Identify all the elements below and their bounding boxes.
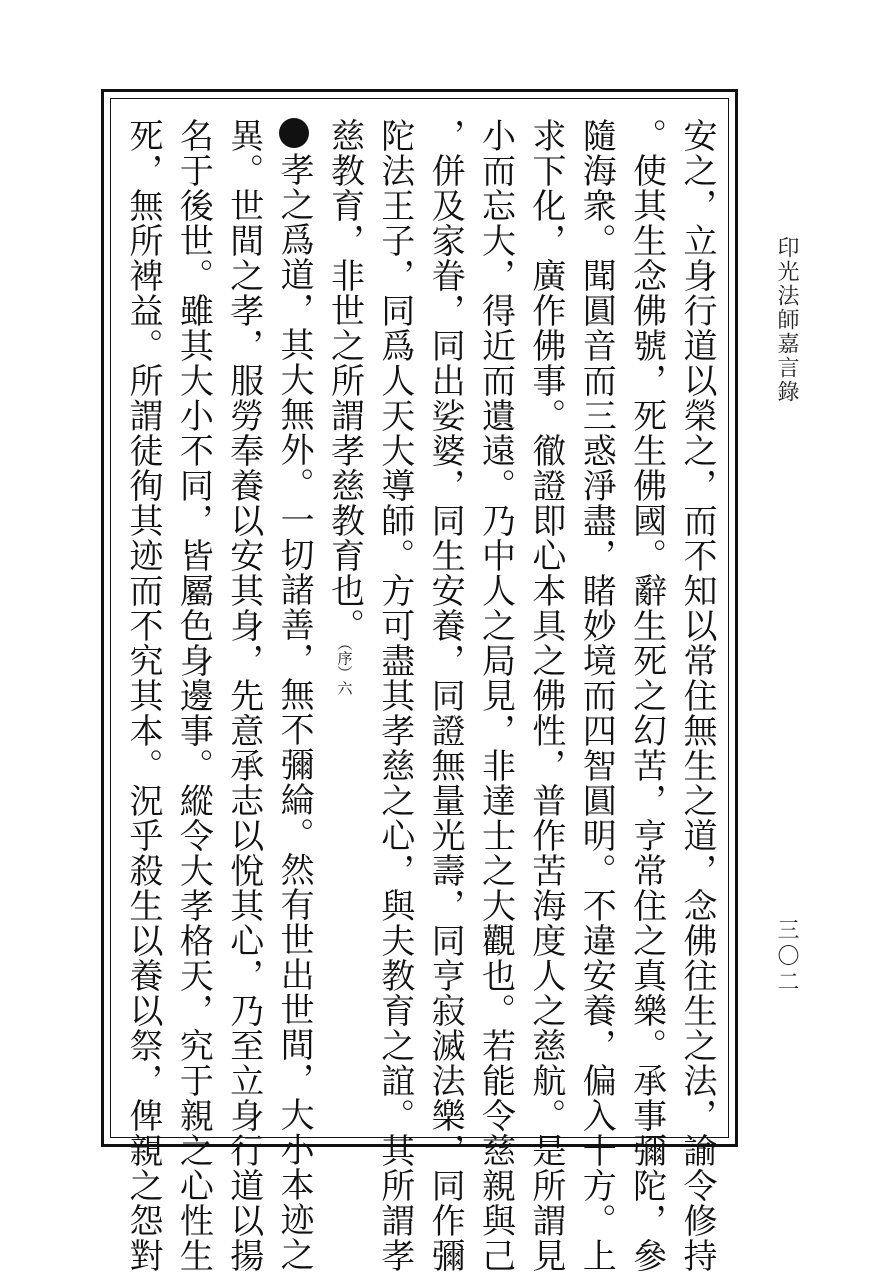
text-column-9: [269, 118, 319, 1272]
text-column-9-main: 孝之爲道，其大無外。一切諸善，無不彌綸。然有世出世間，大小本迹之: [274, 152, 315, 1272]
text-column-7: 陀法王子，同爲人天大導師。方可盡其孝慈之心，與夫教育之誼。其所謂孝: [374, 118, 415, 1273]
text-column-5: 小而忘大，得近而遺遠。乃中人之局見，非達士之大觀也。若能令慈親與己: [475, 118, 516, 1273]
text-column-10: 異。世間之孝，服勞奉養以安其身，先意承志以悅其心，乃至立身行道以揚: [223, 118, 264, 1273]
text-column-4: 求下化，廣作佛事。徹證即心本具之佛性，普作苦海度人之慈航。是所謂見: [525, 118, 566, 1273]
text-column-12: 死，無所裨益。所謂徒徇其迹而不究其本。況乎殺生以養以祭，俾親之怨對: [123, 118, 163, 1273]
book-title: 印光法師嘉言錄: [774, 236, 799, 404]
text-column-6: ，併及家眷，同出娑婆，同生安養，同證無量光壽，同亨寂滅法樂，同作彌: [425, 118, 466, 1273]
text-column-2: 。使其生念佛號，死生佛國。辭生死之幻苦，亨常住之真樂。承事彌陀，參: [626, 118, 667, 1273]
text-column-1: 安之，立身行道以榮之，而不知以常住無生之道，念佛往生之法，諭令修持: [676, 118, 717, 1273]
text-column-8-main: 慈教育，非世之所謂孝慈教育也。: [324, 118, 365, 643]
page-number: 三〇二: [774, 918, 799, 996]
bullet-dot-icon: [279, 118, 309, 148]
text-column-3: 隨海衆。聞圓音而三惑淨盡，睹妙境而四智圓明。不違安養，偏入十方。上: [576, 118, 617, 1273]
text-column-8: [319, 118, 369, 1138]
text-column-11: 名于後世。雖其大小不同，皆屬色身邊事。縱令大孝格天，究于親之心性生: [173, 118, 214, 1273]
source-note: （序）六: [335, 643, 354, 696]
text-body: [118, 118, 722, 1273]
